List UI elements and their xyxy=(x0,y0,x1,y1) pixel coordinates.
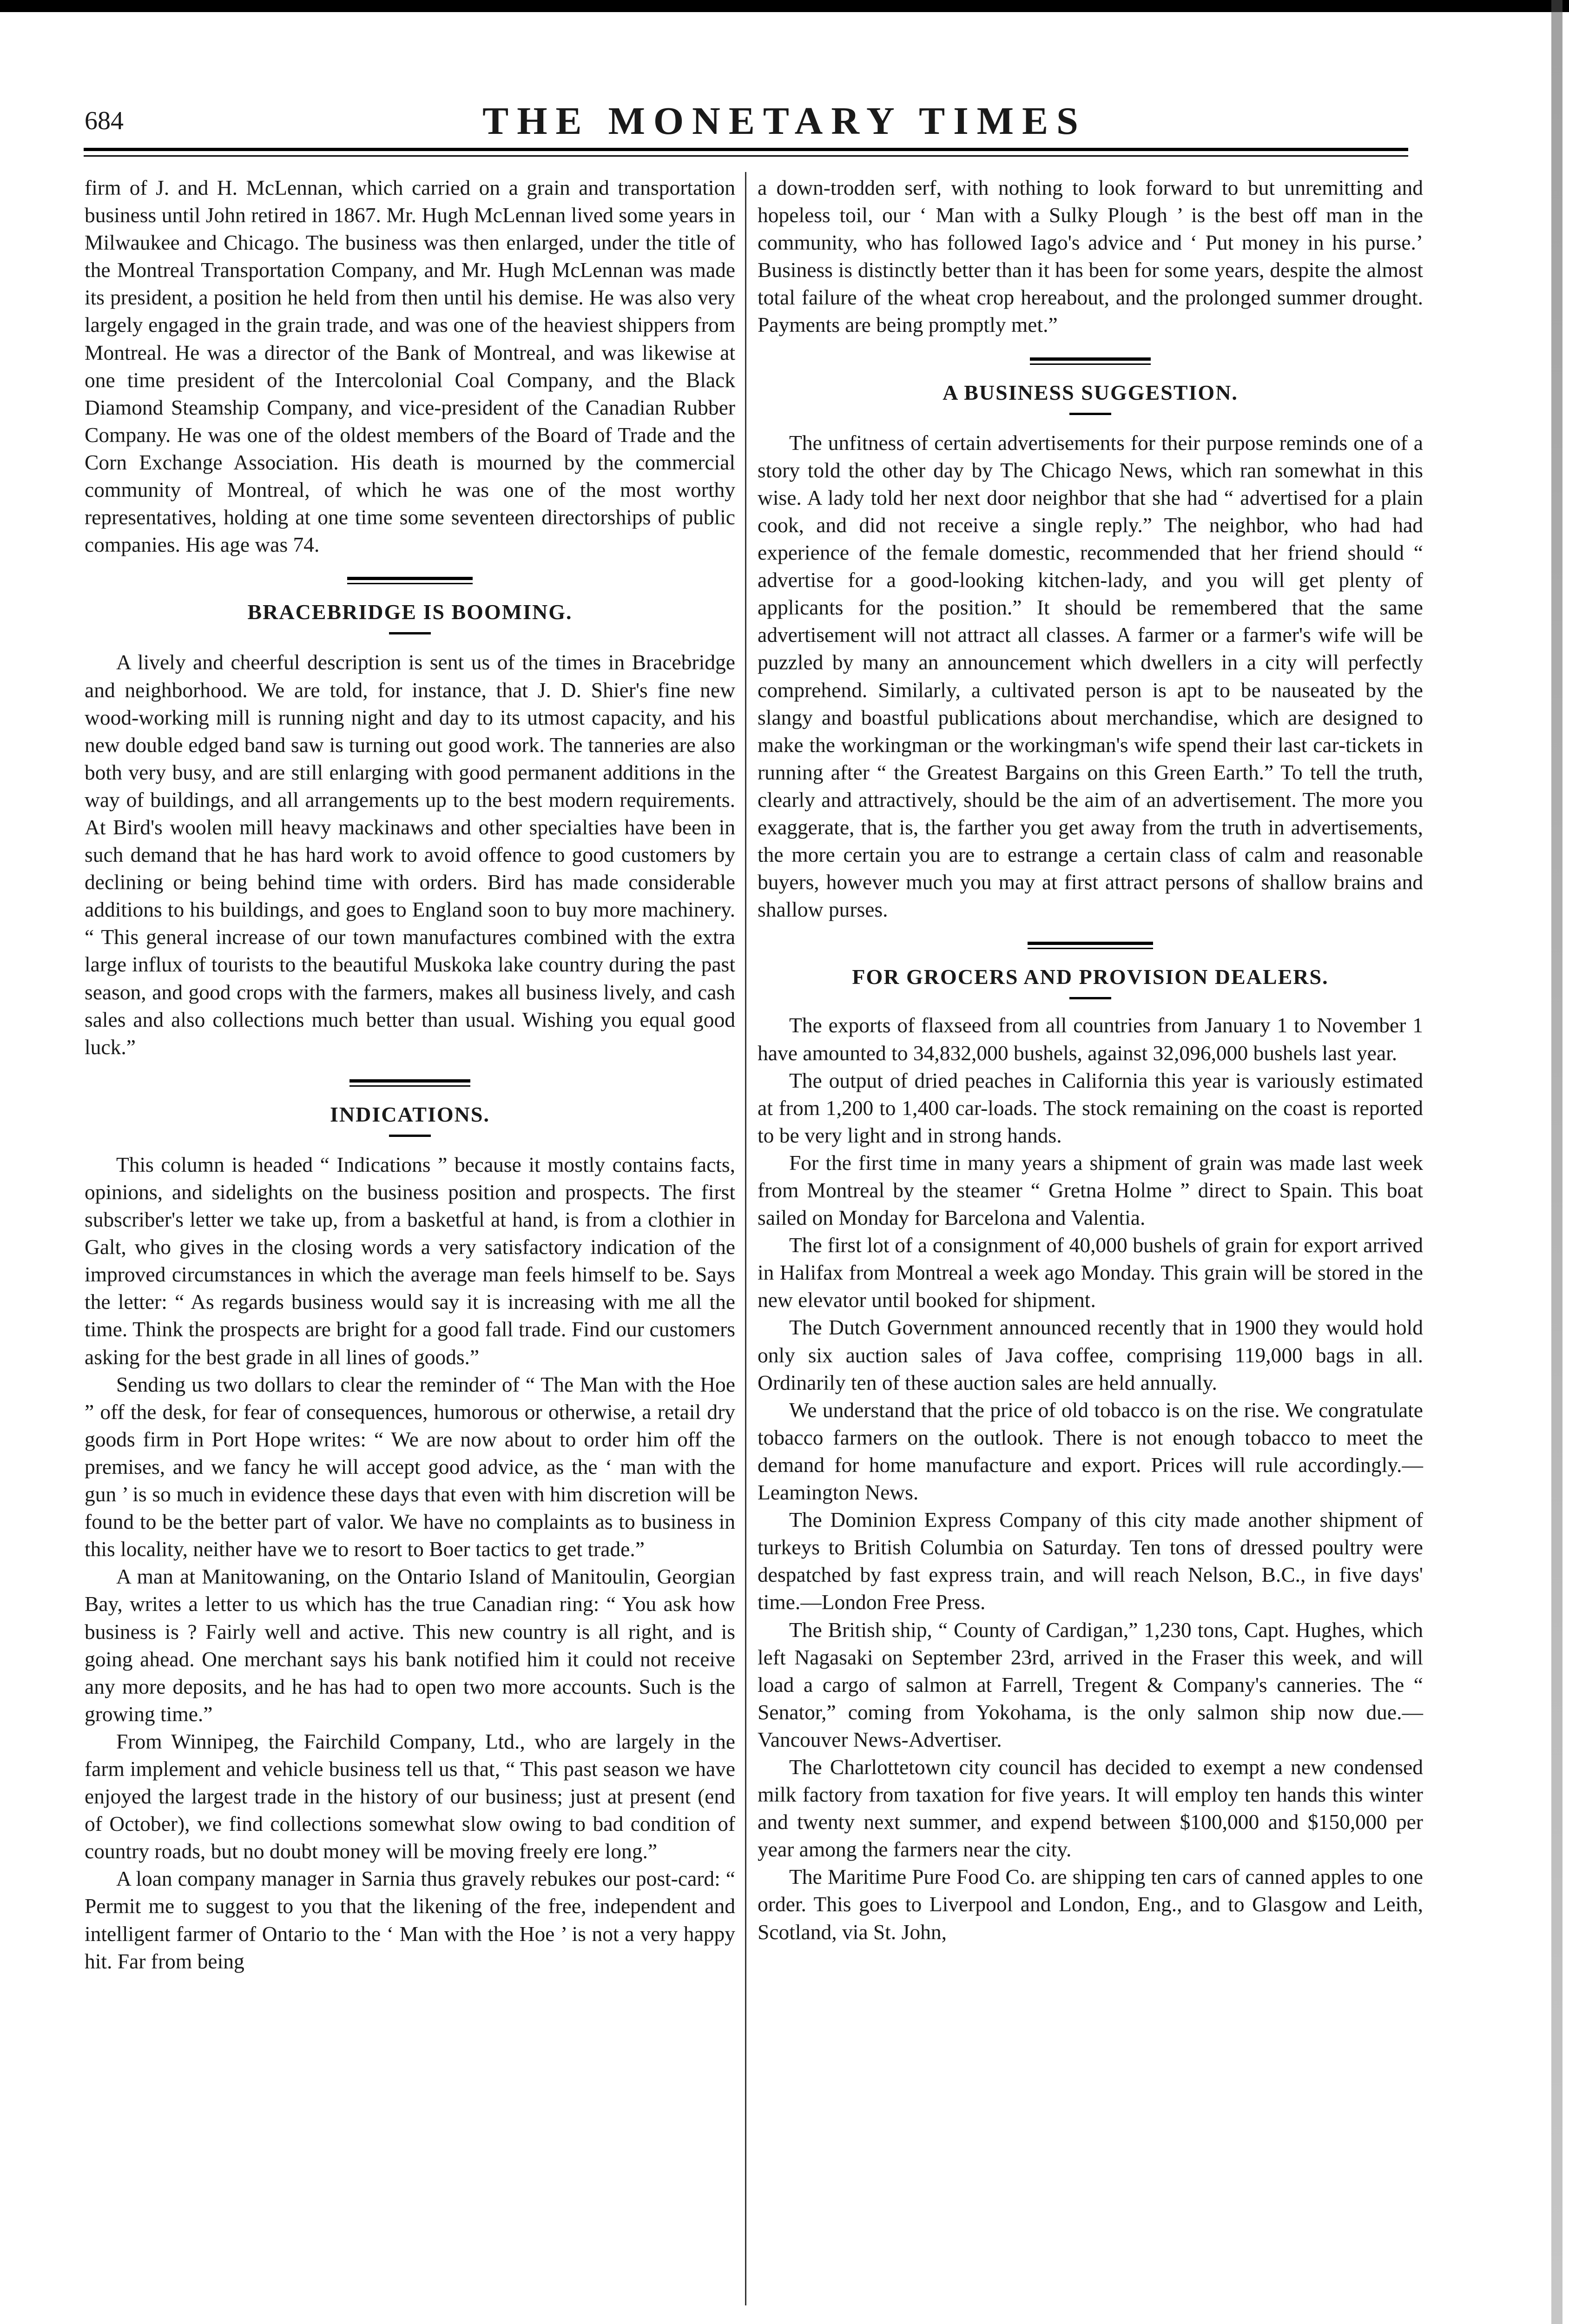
indications-heading: INDICATIONS. xyxy=(330,1102,490,1126)
indications-paragraph: This column is headed “ Indications ” because it mostly contains facts, opinions, and sidelights on the business position and prospects. The first subscriber's letter we take up, from a basketful at hand, is from a clothier in Galt, who gives in the closing words a very satisfactory indication of the improved circumstances in which the average man feels himself to be. Says the letter: “ As regards business would say it is increasing with me all the time. Think the prospects are bright for a good fall trade. Find our customers asking for the best grade in all lines of goods.” xyxy=(85,1152,735,1369)
grocers-paragraph: The first lot of a consignment of 40,000 bushels of grain for export arrived in Halifax from Montreal a week ago Monday. This grain will be stored in the new elevator until booked for shipment. xyxy=(758,1233,1423,1312)
header-rule-thin xyxy=(84,155,1408,157)
indications-paragraph: A man at Manitowaning, on the Ontario Island of Manitoulin, Georgian Bay, writes a letter to us which has the true Canadian ring: “ You ask how business is ? Fairly well and active. This new country is all right, and is going ahead. One merchant says his bank notified him it could not receive any more deposits, and he has had to open two more accounts. Such is the growing time.” xyxy=(85,1565,735,1726)
indications-continuation: a down-trodden serf, with nothing to look forward to but unremitting and hopeless toil, our ‘ Man with a Sulky Plough ’ is the best off man in the community, who has followed Iago's advice and ‘ Put money in his purse.’ Business is distinctly better than it has been for some years, despite the almost total failure of the wheat crop hereabout, and the prolonged summer drought. Payments are being promptly met.” xyxy=(758,176,1423,337)
indications-paragraph: From Winnipeg, the Fairchild Company, Ltd., who are largely in the farm implement and vehicle business tell us that, “ This past season we have enjoyed the largest trade in the history of our business; just at present (end of October), we find collections somewhat slow owing to bad condition of country roads, but no doubt money will be moving freely ere long.” xyxy=(85,1729,735,1863)
section-separator xyxy=(1028,942,1153,949)
column-divider xyxy=(745,172,746,2305)
grocers-paragraph: The Dominion Express Company of this city made another shipment of turkeys to British Columbia on Saturday. Ten tons of dressed poultry were despatched by fast express train, and will reach Nelson, B.C., in five days' time.—London Free Press. xyxy=(758,1508,1423,1614)
section-separator xyxy=(1030,357,1151,365)
grocers-paragraph: The exports of flaxseed from all countries from January 1 to November 1 have amounted to 34,832,000 bushels, against 32,096,000 bushels last year. xyxy=(758,1013,1423,1065)
heading-dash xyxy=(389,632,431,634)
obituary-continuation: firm of J. and H. McLennan, which carried on a grain and transportation business until John retired in 1867. Mr. Hugh McLennan lived some years in Milwaukee and Chicago. The business was then enlarged, under the title of the Montreal Transportation Company, and Mr. Hugh McLennan was made its president, a position he held from then until his demise. He was also very largely engaged in the grain trade, and was one of the heaviest shippers from Montreal. He was a director of the Bank of Montreal, and was likewise at one time president of the Intercolonial Coal Company, and the Black Diamond Steamship Company, and vice-president of the Canadian Rubber Company. He was one of the oldest members of the Board of Trade and the Corn Exchange Association. His death is mourned by the commercial community of Montreal, of which he was one of the most worthy representatives, holding at one time some seventeen directorships of public companies. His age was 74. xyxy=(85,176,735,557)
heading-dash xyxy=(1069,997,1111,999)
grocers-paragraph: The Dutch Government announced recently that in 1900 they would hold only six auction sales of Java coffee, comprising 119,000 bags in all. Ordinarily ten of these auction sales are held annually. xyxy=(758,1315,1423,1394)
header-rule-thick xyxy=(84,148,1408,151)
grocers-heading: FOR GROCERS AND PROVISION DEALERS. xyxy=(852,965,1329,989)
indications-paragraph: A loan company manager in Sarnia thus gravely rebukes our post-card: “ Permit me to suggest to you that the likening of the free, independent and intelligent farmer of Ontario to the ‘ Man with the Hoe ’ is not a very happy hit. Far from being xyxy=(85,1867,735,1973)
bracebridge-heading: BRACEBRIDGE IS BOOMING. xyxy=(247,600,573,624)
section-separator xyxy=(347,577,473,584)
grocers-paragraph: The British ship, “ County of Cardigan,” 1,230 tons, Capt. Hughes, which left Nagasaki on September 23rd, arrived in the Fraser this week, and will load a cargo of salmon at Farrell, Tregent & Company's canneries. The “ Senator,” coming from Yokohama, is the only salmon ship now due.—Vancouver News-Advertiser. xyxy=(758,1618,1423,1751)
right-column xyxy=(758,174,1423,1946)
section-separator xyxy=(349,1079,470,1087)
grocers-paragraph: For the first time in many years a shipment of grain was made last week from Montreal by the steamer “ Gretna Holme ” direct to Spain. This boat sailed on Monday for Barcelona and Valentia. xyxy=(758,1150,1423,1230)
bracebridge-body: A lively and cheerful description is sent us of the times in Bracebridge and neighborhood. We are told, for instance, that J. D. Shier's fine new wood-working mill is running night and day to its utmost capacity, and his new double edged band saw is turning out good work. The tanneries are also both very busy, and are still enlarging with good permanent additions in the way of buildings, and all arrangements up to the best modern requirements. At Bird's woolen mill heavy mackinaws and other specialties have been in such demand that he has hard work to avoid offence to good customers by declining or being behind time with orders. Bird has made considerable additions to his buildings, and goes to England soon to buy more machinery. “ This general increase of our town manufactures combined with the extra large influx of tourists to the beautiful Muskoka lake country during the past season, and good crops with the farmers, makes all business lively, and cash sales and also collections much better than usual. Wishing you equal good luck.” xyxy=(85,650,735,1059)
top-edge-bar xyxy=(0,0,1569,12)
grocers-paragraph: We understand that the price of old tobacco is on the rise. We congratulate tobacco farmers on the outlook. There is not enough tobacco to meet the demand for home manufacture and export. Prices will rule accordingly.—Leamington News. xyxy=(758,1398,1423,1505)
grocers-paragraph: The Maritime Pure Food Co. are shipping ten cars of canned apples to one order. This goes to Liverpool and London, Eng., and to Glasgow and Leith, Scotland, via St. John, xyxy=(758,1865,1423,1944)
page-number: 684 xyxy=(85,106,124,135)
page-edge-shadow xyxy=(1551,0,1562,2324)
grocers-paragraph: The output of dried peaches in California this year is variously estimated at from 1,200 to 1,400 car-loads. The stock remaining on the coast is reported to be very light and in strong hands. xyxy=(758,1068,1423,1147)
indications-paragraph: Sending us two dollars to clear the reminder of “ The Man with the Hoe ” off the desk, for fear of consequences, humorous or otherwise, a retail dry goods firm in Port Hope writes: “ We are now about to order him off the premises, and we fancy he will accept good advice, as the ‘ man with the gun ’ is so much in evidence these days that even with him discretion will be found to be the better part of valor. We have no complaints as to business in this locality, neither have we to resort to Boer tactics to get trade.” xyxy=(85,1372,735,1561)
heading-dash xyxy=(389,1135,431,1137)
grocers-paragraph: The Charlottetown city council has decided to exempt a new condensed milk factory from taxation for five years. It will employ ten hands this winter and twenty next summer, and expend between $100,000 and $150,000 per year among the farmers near the city. xyxy=(758,1755,1423,1862)
publication-title: THE MONETARY TIMES xyxy=(482,99,1087,143)
heading-dash xyxy=(1069,413,1111,415)
business-suggestion-heading: A BUSINESS SUGGESTION. xyxy=(943,380,1238,404)
business-suggestion-body: The unfitness of certain advertisements for their purpose reminds one of a story told the other day by The Chicago News, which ran somewhat in this wise. A lady told her next door neighbor that she had “ advertised for a plain cook, and did not receive a single reply.” The neighbor, who had had experience of the female domestic, recommended that her friend should “ advertise for a good-looking kitchen-lady, and you will get plenty of applicants for the position.” It should be remembered that the same advertisement will not attract all classes. A farmer or a farmer's wife will be puzzled by many an announcement which dwellers in a city will perfectly comprehend. Similarly, a cultivated person is apt to be nauseated by the slangy and boastful publications about merchandise, which are designed to make the workingman or the workingman's wife spend their last car-tickets in running after “ the Greatest Bargains on this Green Earth.” To tell the truth, clearly and attractively, should be the aim of an advertisement. The more you exaggerate, that is, the farther you get away from the truth in advertisements, the more certain you are to estrange a certain class of calm and reasonable buyers, however much you may at first attract persons of shallow brains and shallow purses. xyxy=(758,430,1423,922)
left-column xyxy=(85,174,735,1975)
